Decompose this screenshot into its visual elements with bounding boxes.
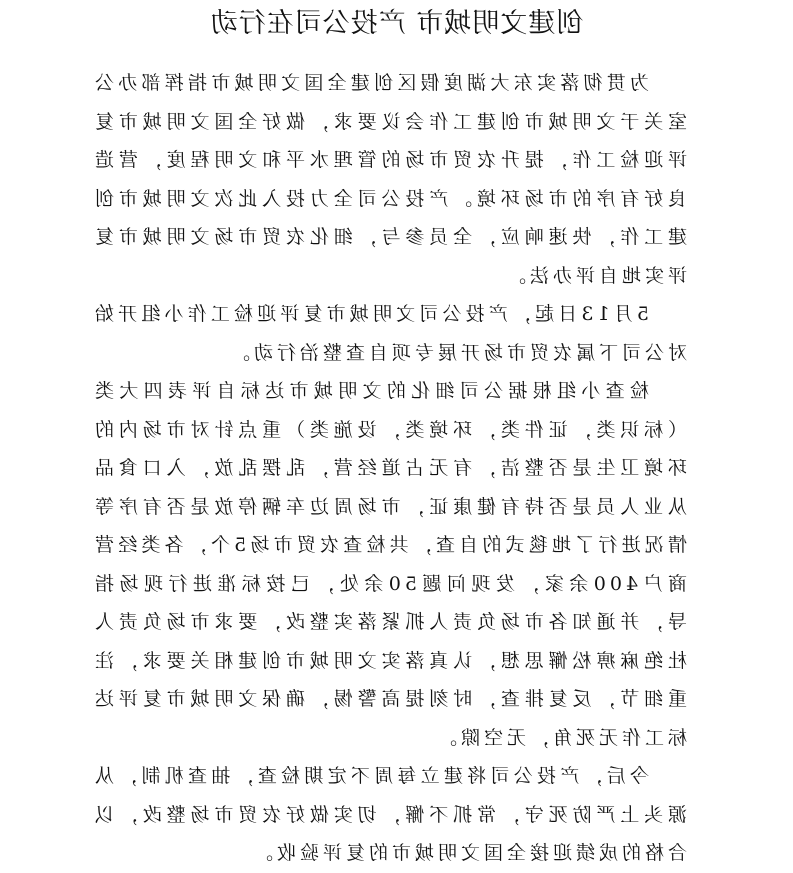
document-title: 创建文明城市 产投公司在行动 (209, 8, 584, 39)
document-body (91, 64, 687, 873)
paragraph: 5月13日起，产投公司文明城市复评迎检工作小组开始对公司下属农贸市场开展专项自查整治行动。 (91, 303, 687, 364)
paragraph: 检查小组根据公司细化的文明城市达标自评表四大类（标识类，证件类，环境类，设施类）重点针对市场内的环境卫生是否整洁，有无占道经营，乱摆乱放，入口食品从业人员是否持有健康证，市场周边车辆停放是否有序等情况进行了地毯式的自查，共检查农贸市场5个，各类经营商户400余家，发现问题50余处，已按标准进行现场指导，并通知各市场负责人抓紧落实整改，要求市场负责人杜绝麻痹松懈思想，认真落实文明城市创建相关要求，注重细节，反复排查，时刻提高警惕，确保文明城市复评达标工作无死角，无空隙。 (91, 380, 687, 749)
paragraph: 今后，产投公司将建立每周不定期检查，抽查机制，从源头上严防死守，常抓不懈，切实做好农贸市场整改，以合格的成绩迎接全国文明城市的复评验收。 (91, 765, 687, 864)
paragraph: 为贯彻落实东大湖度假区创建全国文明城市指挥部办公室关于文明城市创建工作会议要求，做好全国文明城市复评迎检工作，提升农贸市场的管理水平和文明程度，营造良好有序的市场环境。产投公司全力投入此次文明城市创建工作，快速响应，全员参与，细化农贸市场文明城市复评实地自评办法。 (91, 72, 687, 287)
